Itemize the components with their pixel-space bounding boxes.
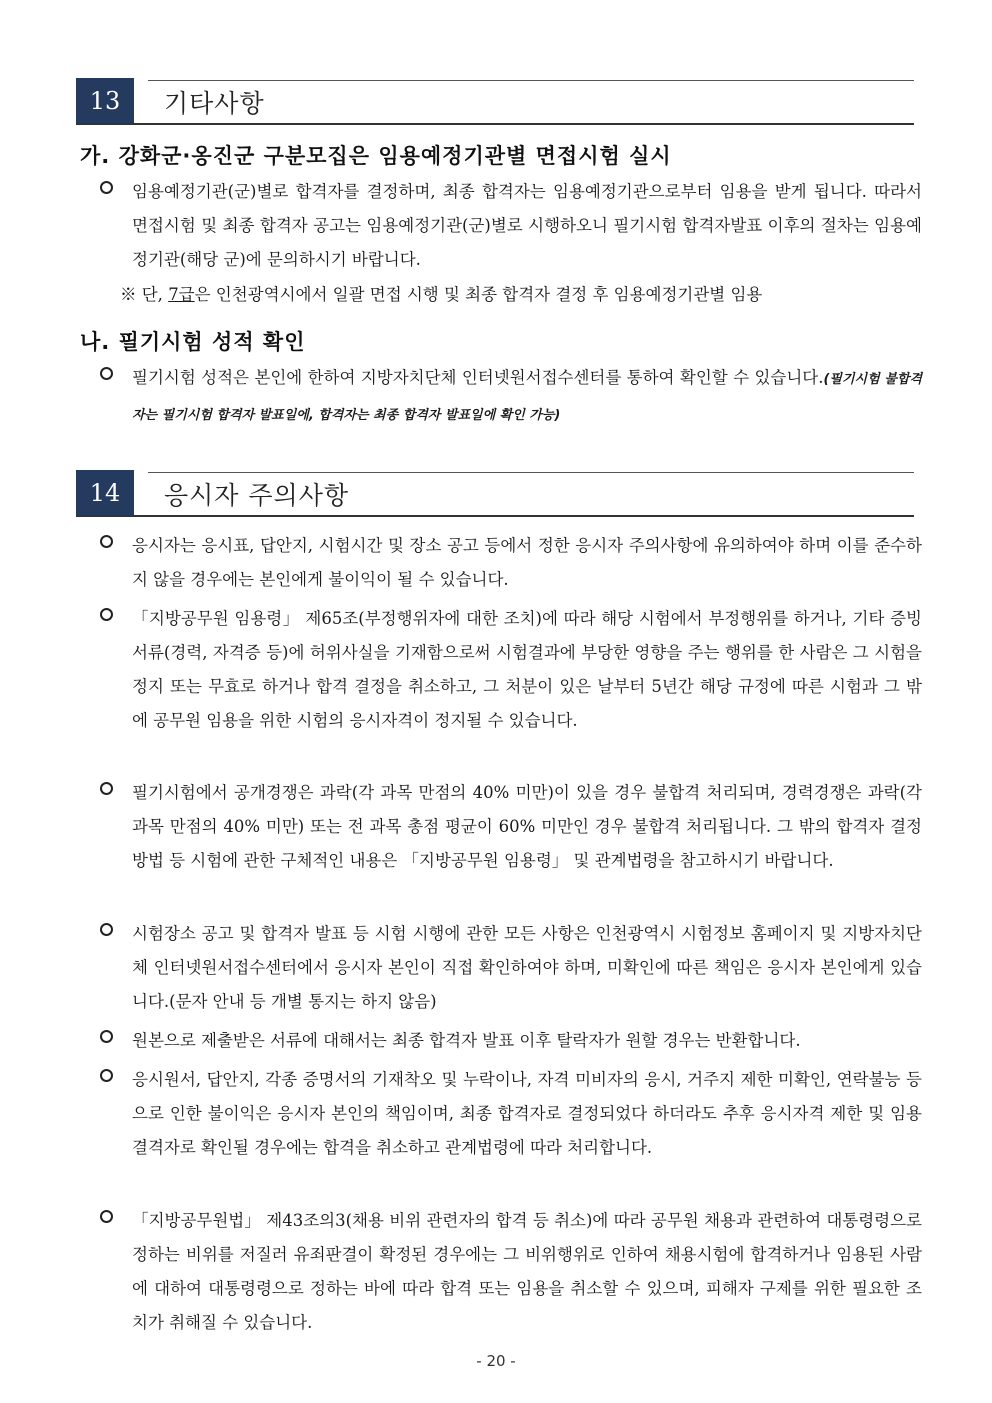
bullet-item [100, 1204, 922, 1340]
bullet-text: 원본으로 제출받은 서류에 대해서는 최종 합격자 발표 이후 탈락자가 원할 경우는 반환합니다. [132, 1031, 801, 1050]
header-line-bottom [76, 515, 914, 517]
page-number: - 20 - [476, 1352, 516, 1370]
bullet-text: 「지방공무원 임용령」 제65조(부정행위자에 대한 조치)에 따라 해당 시험에서 부정행위를 하거나, 기타 증빙서류(경력, 자격증 등)에 허위사실을 기재함으로써 시험결과에 부당한 영향을 주는 행위를 한 사람은 그 시험을 정지 또는 무효로 하거나 합격 결정을 취소하고, 그 처분이 있은 날부터 5년간 해당 규정에 따른 시험과 그 밖에 공무원 임용을 위한 시험의 응시자격이 정지될 수 있습니다. [132, 609, 922, 730]
section-14-title: 응시자 주의사항 [164, 481, 349, 510]
bullet-text [132, 361, 922, 433]
bullet-item [100, 602, 922, 738]
bullet-text: 「지방공무원법」 제43조의3(채용 비위 관련자의 합격 등 취소)에 따라 공무원 채용과 관련하여 대통령령으로 정하는 비위를 저질러 유죄판결이 확정된 경우에는 그 비위행위로 인하여 채용시험에 합격하거나 임용된 사람에 대하여 대통령령으로 정하는 바에 따라 합격 또는 임용을 취소할 수 있으며, 피해자 구제를 위한 필요한 조치가 취해질 수 있습니다. [132, 1211, 922, 1332]
bullet-item [100, 175, 922, 277]
section-14-number: 14 [76, 470, 134, 516]
header-line-bottom [76, 123, 914, 125]
circle-bullet-icon [100, 181, 113, 194]
bullet-text: 시험장소 공고 및 합격자 발표 등 시험 시행에 관한 모든 사항은 인천광역시 시험정보 홈페이지 및 지방자치단체 인터넷원서접수센터에서 응시자 본인이 직접 확인하여야 하며, 미확인에 따른 책임은 응시자 본인에게 있습니다.(문자 안내 등 개별 통지는 하지 않음) [132, 924, 922, 1011]
bullet-text: 응시원서, 답안지, 각종 증명서의 기재착오 및 누락이나, 자격 미비자의 응시, 거주지 제한 미확인, 연락불능 등으로 인한 불이익은 응시자 본인의 책임이며, 최종 합격자로 결정되었다 하더라도 추후 응시자격 제한 및 임용결격자로 확인될 경우에는 합격을 취소하고 관계법령에 따라 처리합니다. [132, 1070, 922, 1157]
bullet-item [100, 1024, 922, 1058]
section-13-title: 기타사항 [164, 89, 265, 118]
circle-bullet-icon [100, 367, 113, 380]
note-prefix: ※ 단, [120, 285, 169, 304]
circle-bullet-icon [100, 923, 113, 936]
header-line-top [148, 472, 914, 473]
bullet-item [100, 776, 922, 878]
subheading-b: 나. 필기시험 성적 확인 [80, 330, 306, 354]
note-rest: 은 인천광역시에서 일괄 면접 시행 및 최종 합격자 결정 후 임용예정기관별 임용 [194, 285, 763, 304]
bullet-text: 응시자는 응시표, 답안지, 시험시간 및 장소 공고 등에서 정한 응시자 주의사항에 유의하여야 하며 이를 준수하지 않을 경우에는 본인에게 불이익이 될 수 있습니다. [132, 536, 922, 589]
note-line [120, 278, 922, 312]
section-13-header [76, 78, 914, 128]
bullet-item [100, 1063, 922, 1165]
bullet-text: 임용예정기관(군)별로 합격자를 결정하며, 최종 합격자는 임용예정기관으로부터 임용을 받게 됩니다. 따라서 면접시험 및 최종 합격자 공고는 임용예정기관(군)별로 시행하오니 필기시험 합격자발표 이후의 절차는 임용예정기관(해당 군)에 문의하시기 바랍니다. [132, 182, 922, 269]
section-13-number: 13 [76, 78, 134, 124]
circle-bullet-icon [100, 608, 113, 621]
bullet-item [100, 917, 922, 1019]
bullet-item [100, 529, 922, 597]
bullet-item [100, 361, 922, 433]
circle-bullet-icon [100, 1069, 113, 1082]
header-line-top [148, 80, 914, 81]
note-underlined: 7급 [168, 285, 195, 304]
circle-bullet-icon [100, 1030, 113, 1043]
circle-bullet-icon [100, 535, 113, 548]
bullet-main-text: 필기시험 성적은 본인에 한하여 지방자치단체 인터넷원서접수센터를 통하여 확인할 수 있습니다. [132, 368, 824, 387]
circle-bullet-icon [100, 1210, 113, 1223]
section-14-header [76, 470, 914, 520]
bullet-text: 필기시험에서 공개경쟁은 과락(각 과목 만점의 40% 미만)이 있을 경우 불합격 처리되며, 경력경쟁은 과락(각 과목 만점의 40% 미만) 또는 전 과목 총점 평균이 60% 미만인 경우 불합격 처리됩니다. 그 밖의 합격자 결정방법 등 시험에 관한 구체적인 내용은 「지방공무원 임용령」 및 관계법령을 참고하시기 바랍니다. [132, 783, 922, 870]
bullet-small-note: (필기시험 불합격자는 필기시험 합격자 발표일에, 합격자는 최종 합격자 발표일에 확인 가능) [132, 372, 923, 423]
subheading-a: 가. 강화군·옹진군 구분모집은 임용예정기관별 면접시험 실시 [80, 144, 672, 168]
circle-bullet-icon [100, 782, 113, 795]
